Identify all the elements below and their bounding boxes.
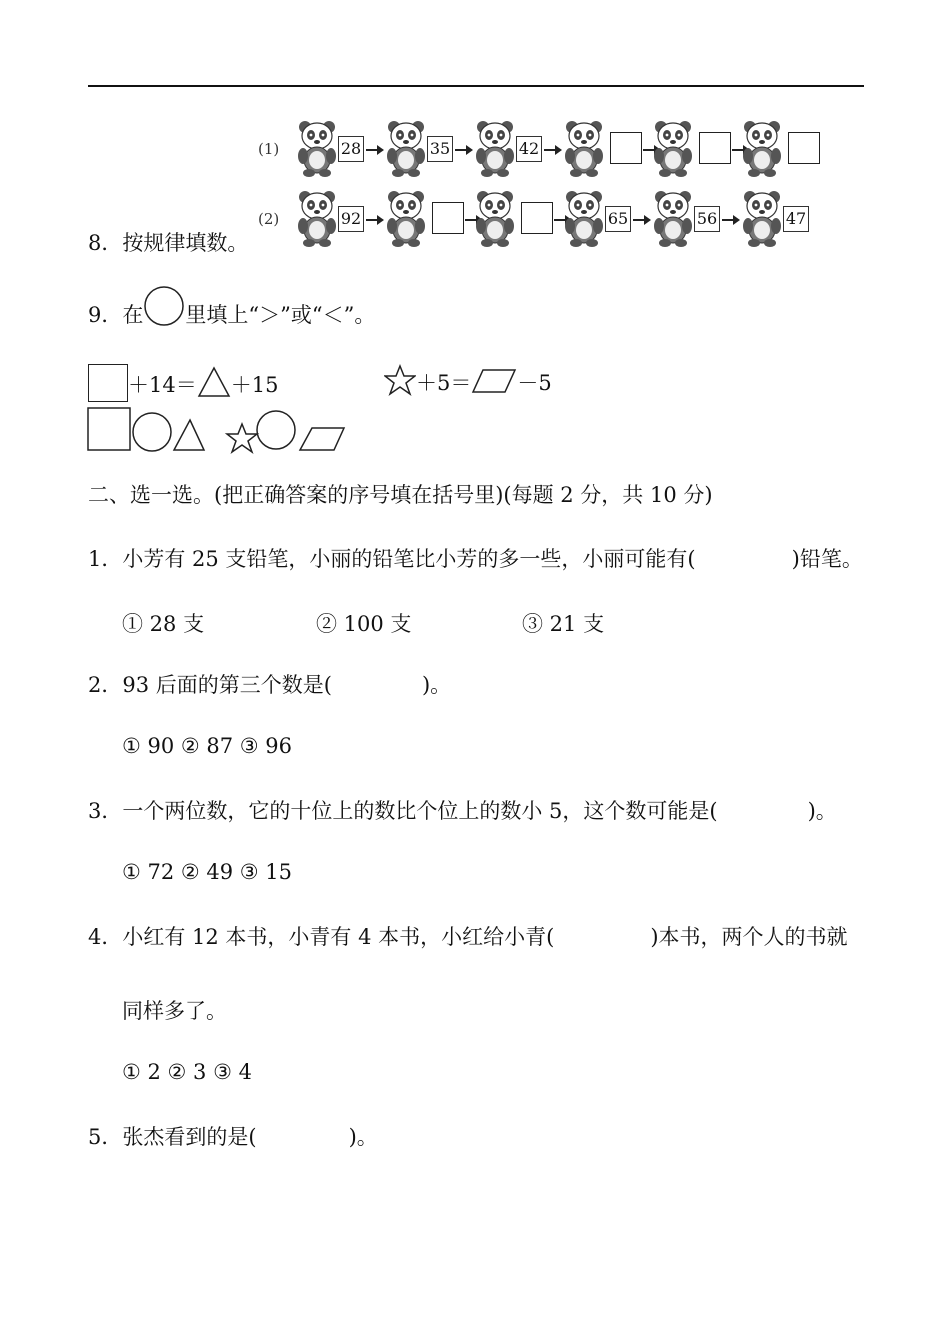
square-shape bbox=[88, 364, 128, 402]
eq2-end: －5 bbox=[517, 371, 552, 395]
q1-text: 1．小芳有 25 支铅笔，小丽的铅笔比小芳的多一些，小丽可能有( bbox=[88, 547, 696, 571]
q9-prefix: 9．在 bbox=[88, 303, 144, 327]
q8-label: 8．按规律填数。 bbox=[88, 231, 249, 255]
empty-number-box[interactable] bbox=[610, 132, 642, 164]
panda-icon bbox=[652, 188, 694, 248]
panda-icon bbox=[474, 188, 516, 248]
arrow-icon bbox=[366, 149, 382, 151]
question-3 bbox=[88, 798, 837, 824]
header-rule bbox=[88, 85, 864, 87]
q4-text-continued: 同样多了。 bbox=[122, 999, 227, 1023]
circle-blank[interactable] bbox=[143, 298, 185, 328]
q2-options[interactable]: ① 90 ② 87 ③ 96 bbox=[122, 734, 293, 758]
parallelogram-shape bbox=[471, 368, 517, 394]
number-box: 65 bbox=[605, 206, 631, 232]
q3-options[interactable]: ① 72 ② 49 ③ 15 bbox=[122, 860, 293, 884]
number-box: 28 bbox=[338, 136, 364, 162]
q1-option-1[interactable]: ① 28 支 bbox=[122, 612, 205, 636]
question-4 bbox=[88, 924, 848, 950]
q9-equation-2 bbox=[384, 364, 552, 396]
row2-tag: (2) bbox=[258, 210, 280, 228]
q4-text: 4．小红有 12 本书，小青有 4 本书，小红给小青( bbox=[88, 925, 555, 949]
star-shape bbox=[384, 364, 416, 396]
panda-icon bbox=[741, 188, 783, 248]
empty-number-box[interactable] bbox=[432, 202, 464, 234]
panda-icon bbox=[474, 118, 516, 178]
panda-icon bbox=[385, 118, 427, 178]
number-box: 47 bbox=[783, 206, 809, 232]
q3-text: 3．一个两位数，它的十位上的数比个位上的数小 5，这个数可能是( bbox=[88, 799, 718, 823]
question-2 bbox=[88, 672, 451, 698]
question-5 bbox=[88, 1124, 378, 1150]
empty-number-box[interactable] bbox=[699, 132, 731, 164]
q2-text: 2．93 后面的第三个数是( bbox=[88, 673, 332, 697]
panda-icon bbox=[563, 188, 605, 248]
q3-text-end: )。 bbox=[807, 799, 837, 823]
panda-icon bbox=[296, 188, 338, 248]
q4-options[interactable]: ① 2 ② 3 ③ 4 bbox=[122, 1060, 252, 1084]
q5-text-end: )。 bbox=[348, 1125, 378, 1149]
sequence-row-1 bbox=[296, 118, 826, 178]
number-box: 56 bbox=[694, 206, 720, 232]
q1-option-3[interactable]: ③ 21 支 bbox=[522, 612, 605, 636]
panda-icon bbox=[563, 118, 605, 178]
q2-text-end: )。 bbox=[421, 673, 452, 697]
q1-option-2[interactable]: ② 100 支 bbox=[316, 612, 412, 636]
q9-equation-1 bbox=[88, 364, 278, 402]
shape-answer-row bbox=[86, 404, 356, 456]
arrow-icon bbox=[544, 149, 560, 151]
arrow-icon bbox=[633, 219, 649, 221]
number-box: 92 bbox=[338, 206, 364, 232]
eq2-mid: ＋5＝ bbox=[416, 371, 472, 395]
arrow-icon bbox=[366, 219, 382, 221]
eq1-mid: ＋14＝ bbox=[128, 373, 197, 397]
eq1-end: ＋15 bbox=[230, 373, 279, 397]
arrow-icon bbox=[455, 149, 471, 151]
q9-prompt bbox=[88, 298, 375, 328]
q9-suffix: 里填上“＞”或“＜”。 bbox=[185, 303, 376, 327]
q4-text-end: )本书，两个人的书就 bbox=[650, 925, 848, 949]
row1-tag: (1) bbox=[258, 140, 280, 158]
panda-icon bbox=[296, 118, 338, 178]
panda-icon bbox=[741, 118, 783, 178]
panda-icon bbox=[652, 118, 694, 178]
empty-number-box[interactable] bbox=[521, 202, 553, 234]
sequence-row-2 bbox=[296, 188, 826, 248]
empty-number-box[interactable] bbox=[788, 132, 820, 164]
q5-text: 5．张杰看到的是( bbox=[88, 1125, 257, 1149]
section-2-heading: 二、选一选。(把正确答案的序号填在括号里)(每题 2 分，共 10 分) bbox=[88, 483, 713, 507]
number-box: 35 bbox=[427, 136, 453, 162]
triangle-shape bbox=[197, 366, 231, 398]
number-box: 42 bbox=[516, 136, 542, 162]
panda-icon bbox=[385, 188, 427, 248]
question-1 bbox=[88, 546, 863, 572]
q1-text-end: )铅笔。 bbox=[791, 547, 863, 571]
arrow-icon bbox=[722, 219, 738, 221]
